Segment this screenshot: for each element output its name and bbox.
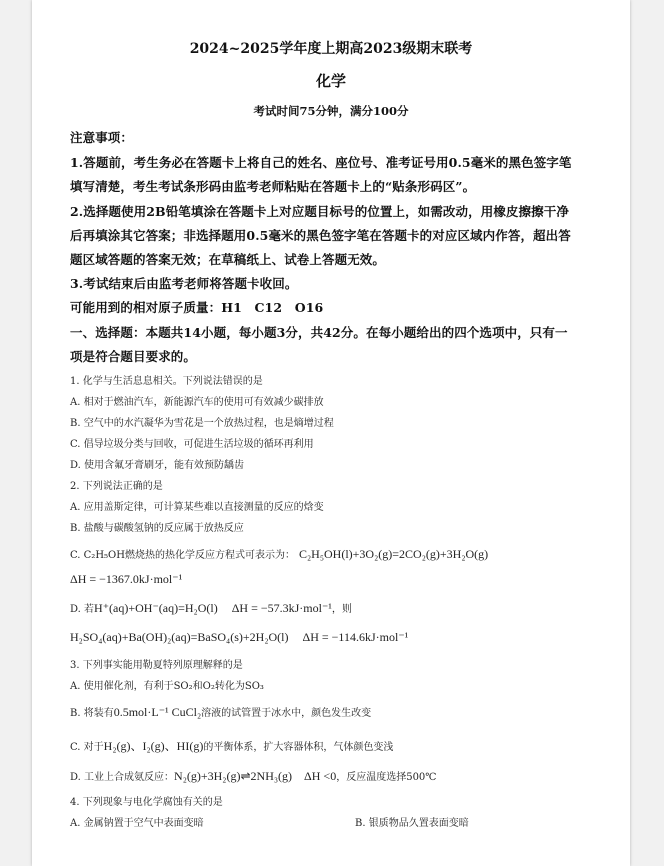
question-1-option-b: B. 空气中的水汽凝华为雪花是一个放热过程，也是熵增过程 — [70, 418, 334, 429]
question-3-option-d — [70, 768, 436, 784]
barium-sulfate-equation — [70, 630, 408, 645]
question-3-option-a: A. 使用催化剂，有利于SO₂和O₂转化为SO₃ — [70, 681, 264, 692]
question-3-option-c — [70, 737, 393, 754]
question-1-stem: 1. 化学与生活息息相关。下列说法错误的是 — [70, 376, 263, 387]
question-4-option-a: A. 金属钠置于空气中表面变暗 — [70, 818, 204, 829]
question-4-stem: 4. 下列现象与电化学腐蚀有关的是 — [70, 797, 223, 808]
document-page — [32, 0, 630, 866]
option-c-suffix: 的平衡体系，扩大容器体积，气体颜色变浅 — [203, 742, 394, 753]
option-d-prefix: D. 若 — [70, 604, 95, 615]
notice-line: 3.考试结束后由监考老师将答题卡收回。 — [70, 276, 298, 291]
hydrogen-iodide-system: H₂(g)、I₂(g)、HI(g) — [103, 739, 204, 753]
subject-title: 化学 — [315, 72, 346, 90]
notice-line: 后再填涂其它答案；非选择题用0.5毫米的黑色签字笔在答题卡的对应区域内作答，超出答 — [70, 228, 571, 243]
exam-info: 考试时间75分钟，满分100分 — [253, 104, 409, 118]
option-b-suffix: 溶液的试管置于冰水中，颜色发生改变 — [201, 708, 372, 719]
question-1-option-c: C. 倡导垃圾分类与回收，可促进生活垃圾的循环再利用 — [70, 439, 314, 450]
question-3-option-b — [70, 704, 371, 720]
question-2-option-c — [70, 546, 488, 562]
question-2-option-b: B. 盐酸与碳酸氢钠的反应属于放热反应 — [70, 523, 244, 534]
equation-text: H₂SO₄(aq)+Ba(OH)₂(aq)=BaSO₄(s)+2H₂O(l) — [70, 630, 289, 644]
section-heading: 项是符合题目要求的。 — [70, 349, 197, 364]
question-2-option-d — [70, 600, 352, 616]
combustion-equation: C₂H₅OH(l)+3O₂(g)=2CO₂(g)+3H₂O(g) — [298, 547, 489, 561]
question-4-options — [70, 814, 469, 829]
option-c-prefix: C. 对于 — [70, 742, 104, 753]
enthalpy-sign: ΔH <0 — [304, 769, 337, 783]
question-4-option-b: B. 银质物品久置表面变暗 — [355, 818, 469, 829]
question-1-option-d: D. 使用含氟牙膏刷牙，能有效预防龋齿 — [70, 460, 245, 471]
option-d-then: ，则 — [331, 604, 352, 615]
question-3-stem: 3. 下列事实能用勒夏特列原理解释的是 — [70, 660, 243, 671]
question-2-stem: 2. 下列说法正确的是 — [70, 481, 163, 492]
enthalpy-value: ΔH = −57.3kJ·mol⁻¹ — [231, 601, 332, 615]
atomic-masses: 可能用到的相对原子质量：H1 C12 O16 — [70, 300, 324, 315]
ammonia-synthesis-equation: N₂(g)+3H₂(g)⇌2NH₃(g) — [174, 769, 293, 783]
section-heading: 一、选择题：本题共14小题，每小题3分，共42分。在每小题给出的四个选项中，只有一 — [70, 325, 568, 340]
notice-line: 题区域答题的答案无效；在草稿纸上、试卷上答题无效。 — [70, 252, 386, 267]
neutralization-equation: H⁺(aq)+OH⁻(aq)=H₂O(l) — [94, 601, 218, 615]
option-c-text: C. C₂H₅OH燃烧热的热化学反应方程式可表示为： — [70, 550, 295, 561]
notice-line: 1.答题前，考生务必在答题卡上将自己的姓名、座位号、准考证号用0.5毫米的黑色签字笔 — [70, 155, 572, 170]
notice-line: 填写清楚，考生考试条形码由监考老师粘贴在答题卡上的“贴条形码区”。 — [70, 179, 476, 194]
option-b-prefix: B. 将装有 — [70, 708, 114, 719]
notice-line: 2.选择题使用2B铅笔填涂在答题卡上对应题目标号的位置上，如需改动，用橡皮擦擦干净 — [70, 204, 569, 219]
notice-heading: 注意事项： — [70, 130, 134, 145]
question-2-option-a: A. 应用盖斯定律，可计算某些难以直接测量的反应的焓变 — [70, 502, 324, 513]
copper-chloride-formula: 0.5mol·L⁻¹ CuCl₂ — [113, 705, 202, 719]
option-d-suffix: ，反应温度选择500℃ — [336, 772, 437, 783]
enthalpy-value: ΔH = −1367.0kJ·mol⁻¹ — [70, 572, 183, 586]
question-1-option-a: A. 相对于燃油汽车，新能源汽车的使用可有效减少碳排放 — [70, 397, 324, 408]
enthalpy-value: ΔH = −114.6kJ·mol⁻¹ — [302, 630, 409, 644]
option-d-prefix: D. 工业上合成氨反应： — [70, 772, 175, 783]
exam-title: 2024~2025学年度上期高2023级期末联考 — [189, 41, 473, 57]
